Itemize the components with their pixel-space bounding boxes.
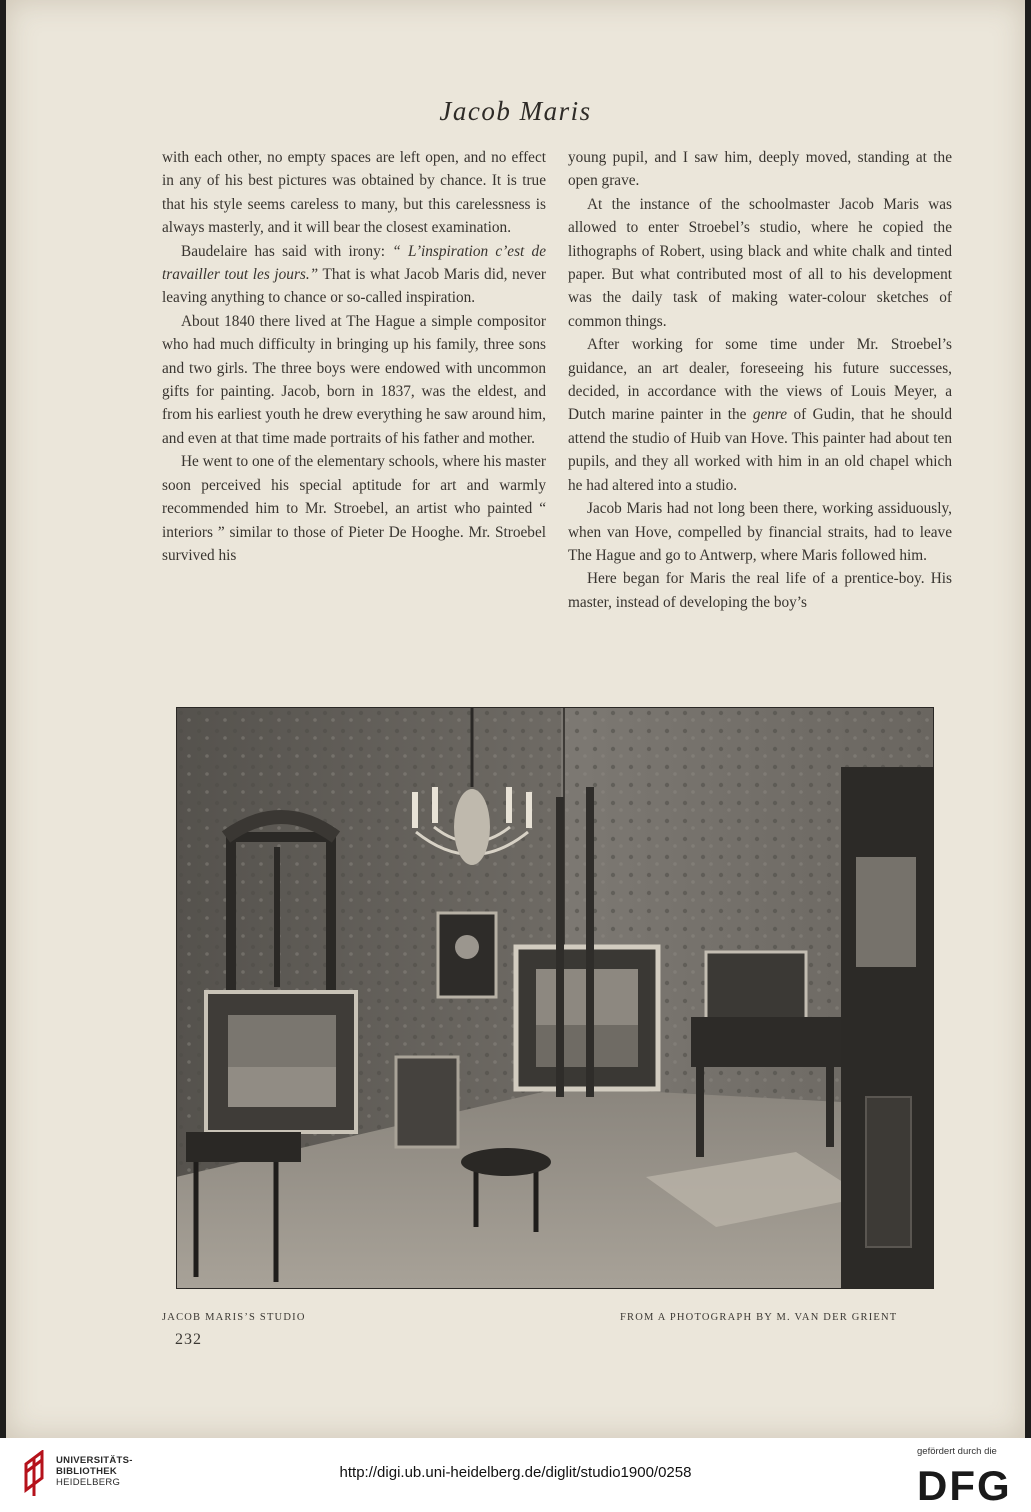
paragraph: At the instance of the schoolmaster Jacob Maris was allowed to enter Stroebel’s studio, where he copied the lithographs of Robert, using black and white chalk and tinted paper. But what contributed most of all to his development was the daily task of making water-colour sketches of common things. <box>568 195 952 330</box>
photo-credit: FROM A PHOTOGRAPH BY M. VAN DER GRIENT <box>620 1312 898 1323</box>
paragraph-text: After working for some time under Mr. Stroebel’s guidance, an art dealer, foreseeing his future successes, decided, in accordance with the views of Louis Meyer, a Dutch marine painter in the <box>568 336 952 424</box>
paragraph: with each other, no empty spaces are left open, and no effect in any of his best pictures was obtained by chance. It is true that his style seems careless to many, but this carelessness is always masterly, and it will bear the closest examination. <box>162 149 546 237</box>
digitization-footer <box>0 1438 1031 1512</box>
page-number: 232 <box>175 1331 202 1348</box>
funded-by-label: gefördert durch die <box>917 1446 997 1457</box>
paragraph: About 1840 there lived at The Hague a simple compositor who had much difficulty in bringing up his family, three sons and two girls. The three boys were endowed with uncommon gifts for painting. Jacob, born in 1837, was the eldest, and from his earliest youth he drew everything he saw around him, and even at that time made portraits of his father and mother. <box>162 312 546 447</box>
paragraph-text: Baudelaire has said with irony: <box>181 242 385 260</box>
figure-caption: JACOB MARIS’S STUDIO <box>162 1312 306 1323</box>
text-column-left <box>162 146 546 567</box>
italic-word: genre <box>752 406 788 424</box>
paragraph <box>568 333 952 497</box>
studio-photo-illustration <box>176 707 934 1289</box>
paragraph-text: of Gudin, that he should attend the studio of Huib van Hove. This painter had about ten pupils, and they all worked with him in an old chapel which he had altered into a studio. <box>568 406 952 494</box>
studio-photograph <box>176 707 934 1289</box>
paragraph: Jacob Maris had not long been there, working assiduously, when van Hove, compelled by financial straits, had to leave The Hague and go to Antwerp, where Maris followed him. <box>568 500 952 564</box>
institution-name: UNIVERSITÄTS- BIBLIOTHEK HEIDELBERG <box>56 1455 133 1488</box>
dfg-logo-icon <box>917 1464 1017 1504</box>
french-quote: “ L’inspiration c’est de travailler tout les jours.” <box>162 242 546 284</box>
paragraph: Here began for Maris the real life of a prentice-boy. His master, instead of developing the boy’s <box>568 570 952 611</box>
running-title: Jacob Maris <box>439 96 592 126</box>
dfg-logo-text: DFG <box>917 1464 1012 1504</box>
paragraph <box>162 240 546 310</box>
paragraph: He went to one of the elementary schools, where his master soon perceived his special aptitude for art and warmly recommended him to Mr. Stroebel, an artist who painted “ interiors ” similar to those of Pieter De Hooghe. Mr. Stroebel survived his <box>162 453 546 564</box>
permalink-url[interactable]: http://digi.ub.uni-heidelberg.de/diglit/studio1900/0258 <box>339 1464 692 1481</box>
text-column-right <box>568 146 952 614</box>
paragraph: young pupil, and I saw him, deeply moved, standing at the open grave. <box>568 149 952 190</box>
paragraph-text: That is what Jacob Maris did, never leaving anything to chance or so-called inspiration. <box>162 266 547 307</box>
